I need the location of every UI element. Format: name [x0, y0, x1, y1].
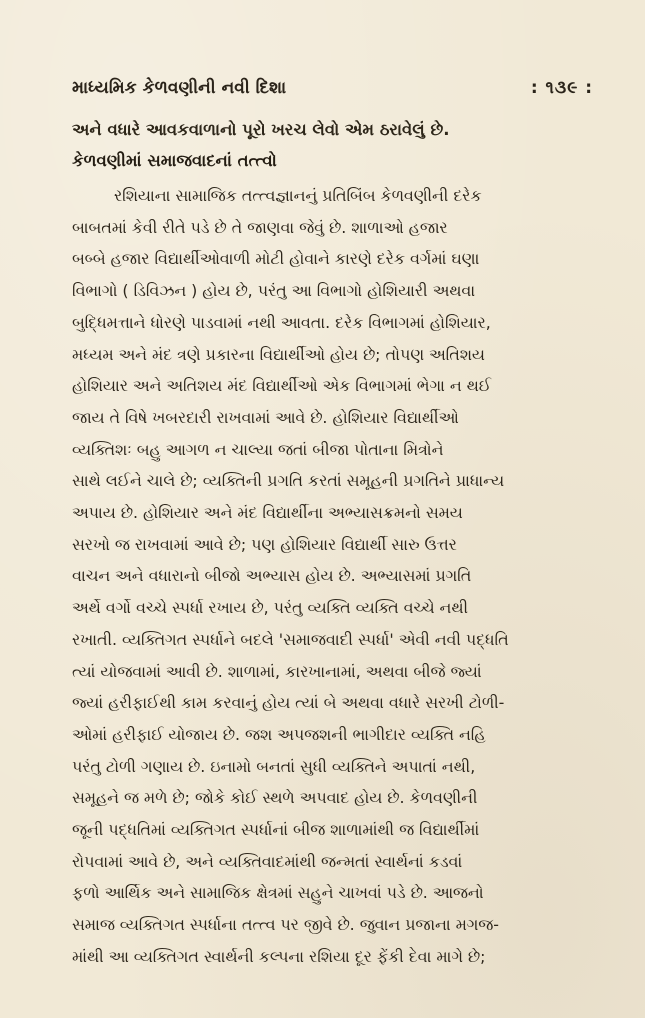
body-paragraph — [72, 180, 593, 973]
text-line: જાય તે વિષે ખબરદારી રાખવામાં આવે છે. હોશિયાર વિદ્યાર્થીઓ — [72, 407, 459, 427]
running-title: માધ્યમિક કેળવણીની નવી દિશા — [72, 78, 287, 98]
text-line: અપાય છે. હોશિયાર અને મંદ વિદ્યાર્થીના અભ્યાસક્રમનો સમય — [72, 503, 463, 523]
continuation-line: અને વધારે આવકવાળાનો પૂરો ખરચ લેવો એમ ઠરાવેલું છે. — [72, 120, 450, 139]
section-heading: કેળવણીમાં સમાજવાદનાં તત્ત્વો — [72, 151, 277, 170]
page-header — [72, 78, 593, 108]
text-line: બાબતમાં કેવી રીતે પડે છે તે જાણવા જેવું છે. શાળાઓ હજાર — [72, 217, 448, 237]
text-line: હોશિયાર અને અતિશય મંદ વિદ્યાર્થીઓ એક વિભાગમાં ભેગા ન થઈ — [72, 376, 491, 396]
text-line: બુદ્ધિમત્તાને ધોરણે પાડવામાં નથી આવતા. દરેક વિભાગમાં હોશિયાર, — [72, 312, 491, 332]
text-line: વિભાગો ( ડિવિઝન ) હોય છે, પરંતુ આ વિભાગો હોશિયારી અથવા — [72, 281, 476, 301]
text-line: જ્યાં હરીફાઈથી કામ કરવાનું હોય ત્યાં બે અથવા વધારે સરખી ટોળી- — [72, 693, 505, 713]
text-line: સમૂહને જ મળે છે; જોકે કોઈ સ્થળે અપવાદ હોય છે. કેળવણીની — [72, 788, 478, 808]
text-line: બબ્બે હજાર વિદ્યાર્થીઓવાળી મોટી હોવાને કારણે દરેક વર્ગમાં ઘણા — [72, 249, 480, 269]
text-line: સાથે લઈને ચાલે છે; વ્યક્તિની પ્રગતિ કરતાં સમૂહની પ્રગતિને પ્રાધાન્ય — [72, 471, 505, 491]
text-line: માંથી આ વ્યક્તિગત સ્વાર્થની કલ્પના રશિયા દૂર ફેંકી દેવા માગે છે; — [72, 946, 486, 966]
text-line: ઓમાં હરીફાઈ યોજાય છે. જશ અપજશની ભાગીદાર વ્યક્તિ નહિ — [72, 724, 486, 744]
text-line: ત્યાં યોજવામાં આવી છે. શાળામાં, કારખાનામાં, અથવા બીજે જ્યાં — [72, 661, 482, 681]
page-number: : ૧૩૯ : — [530, 78, 593, 98]
text-line: સરખો જ રાખવામાં આવે છે; પણ હોશિયાર વિદ્યાર્થી સારુ ઉત્તર — [72, 534, 457, 554]
text-line: રોપવામાં આવે છે, અને વ્યક્તિવાદમાંથી જન્મતાં સ્વાર્થનાં કડવાં — [72, 851, 463, 871]
text-line: પરંતુ ટોળી ગણાય છે. ઇનામો બનતાં સુધી વ્યક્તિને અપાતાં નથી, — [72, 756, 476, 776]
text-line: રખાતી. વ્યક્તિગત સ્પર્ધાને બદલે 'સમાજવાદી સ્પર્ધા' એવી નવી પદ્ધતિ — [72, 629, 509, 649]
text-line: જૂની પદ્ધતિમાં વ્યક્તિગત સ્પર્ધાનાં બીજ શાળામાંથી જ વિદ્યાર્થીમાં — [72, 820, 480, 840]
text-line: રશિયાના સામાજિક તત્ત્વજ્ઞાનનું પ્રતિબિંબ કેળવણીની દરેક — [114, 186, 482, 205]
text-line: સમાજ વ્યક્તિગત સ્પર્ધાના તત્ત્વ પર જીવે છે. જુવાન પ્રજાના મગજ- — [72, 915, 499, 935]
text-line: વ્યક્તિશઃ બહુ આગળ ન ચાલ્યા જતાં બીજા પોતાના મિત્રોને — [72, 439, 444, 459]
text-line: મધ્યમ અને મંદ ત્રણે પ્રકારના વિદ્યાર્થીઓ હોય છે; તોપણ અતિશય — [72, 344, 485, 364]
text-line: ફળો આર્થિક અને સામાજિક ક્ષેત્રમાં સહુને ચાખવાં પડે છે. આજનો — [72, 883, 484, 903]
text-line: અર્થે વર્ગો વચ્ચે સ્પર્ધા રખાય છે, પરંતુ વ્યક્તિ વ્યક્તિ વચ્ચે નથી — [72, 598, 468, 618]
text-line: વાચન અને વધારાનો બીજો અભ્યાસ હોય છે. અભ્યાસમાં પ્રગતિ — [72, 566, 472, 586]
